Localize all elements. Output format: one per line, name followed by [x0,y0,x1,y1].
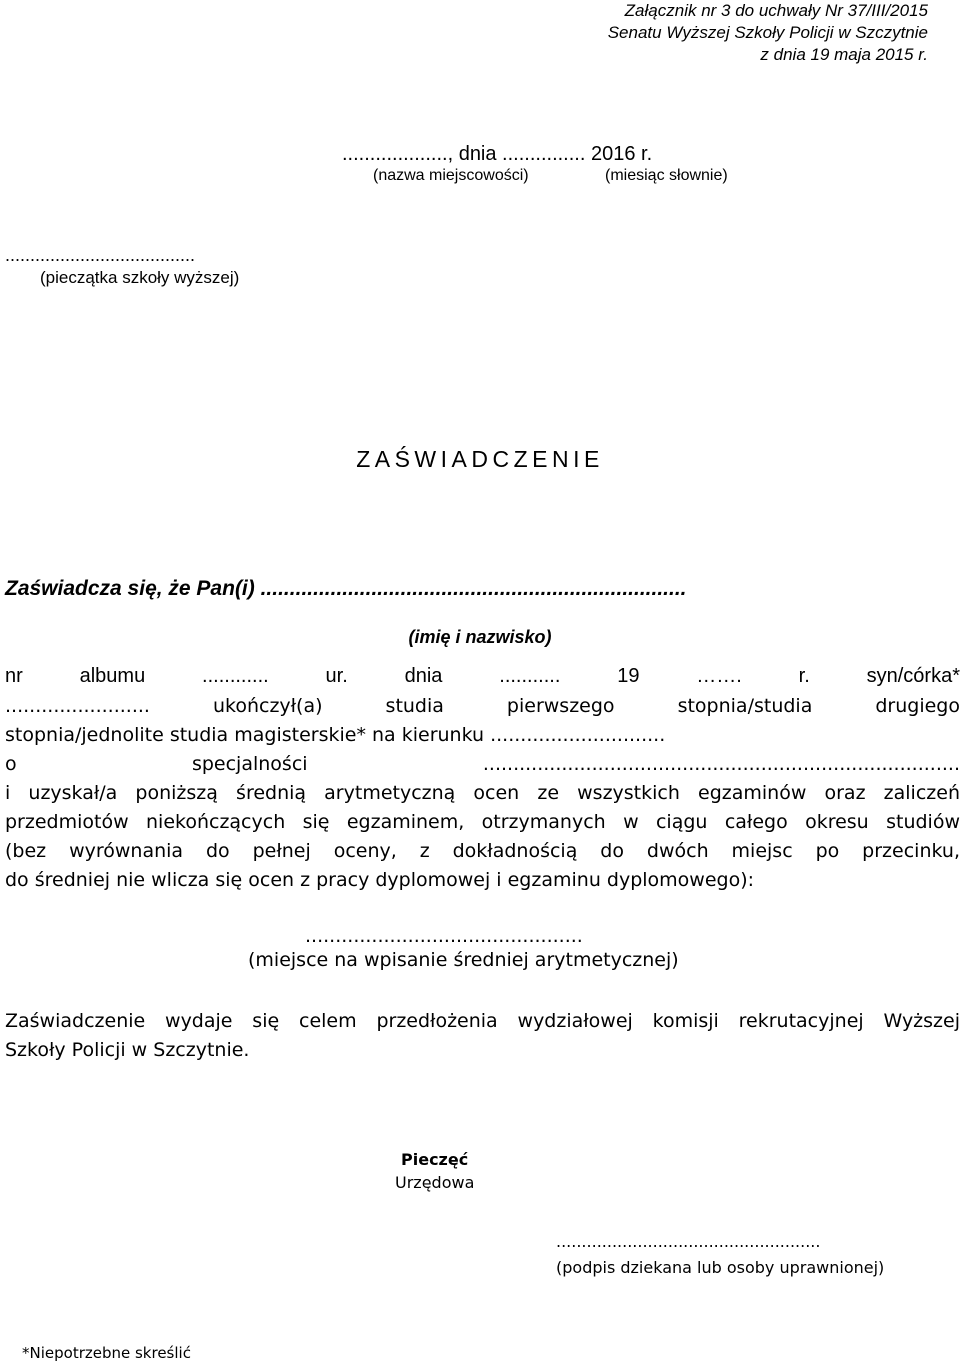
school-stamp-label: (pieczątka szkoły wyższej) [40,268,240,287]
attachment-note-line3: z dnia 19 maja 2015 r. [760,45,928,64]
seal-title: Pieczęć [401,1150,469,1169]
attachment-note-line2: Senatu Wyższej Szkoły Policji w Szczytnie [607,23,928,42]
document-title: ZAŚWIADCZENIE [356,446,604,472]
month-label: (miesiąc słownie) [605,167,728,184]
body-line-8: do średniej nie wlicza się ocen z pracy dyplomowej i egzaminu dyplomowego): [5,869,755,891]
body-line-6: przedmiotów niekończących się egzaminem, otrzymanych w ciągu całego okresu studiów [5,811,960,833]
attachment-note [0,0,928,66]
body-line-2: ........................ ukończył(a) studia pierwszego stopnia/studia drugiego [5,695,960,717]
body-line-1: nr albumu ............ ur. dnia ........... 19 ……. r. syn/córka* [5,665,960,687]
purpose-line-2: Szkoły Policji w Szczytnie. [5,1039,250,1061]
body-line-4: o specjalności ............................................................................... [5,753,960,775]
school-stamp-field: ...................................... [5,245,196,265]
footnote: *Niepotrzebne skreślić [22,1344,191,1362]
signature-label: (podpis dziekana lub osoby uprawnionej) [556,1258,885,1277]
place-date-field: ..................., dnia ............... 2016 r. [342,143,653,165]
attachment-note-line1: Załącznik nr 3 do uchwały Nr 37/III/2015 [624,1,928,20]
seal-subtitle: Urzędowa [395,1173,475,1192]
body-line-7: (bez wyrównania do pełnej oceny, z dokładnością do dwóch miejsc po przecinku, [5,840,960,862]
certifies-line: Zaświadcza się, że Pan(i) ......................................................................... [5,577,687,600]
purpose-line-1: Zaświadczenie wydaje się celem przedłożenia wydziałowej komisji rekrutacyjnej Wyższej [5,1010,960,1032]
signature-field: .................................................... [556,1232,821,1251]
body-line-5: i uzyskał/a poniższą średnią arytmetyczną ocen ze wszystkich egzaminów oraz zaliczeń [5,782,960,804]
place-label: (nazwa miejscowości) [373,167,529,184]
average-field: .............................................. [305,925,583,947]
body-line-3: stopnia/jednolite studia magisterskie* na kierunku ............................. [5,724,666,746]
name-label: (imię i nazwisko) [408,627,552,647]
average-label: (miejsce na wpisanie średniej arytmetycznej) [248,949,679,971]
